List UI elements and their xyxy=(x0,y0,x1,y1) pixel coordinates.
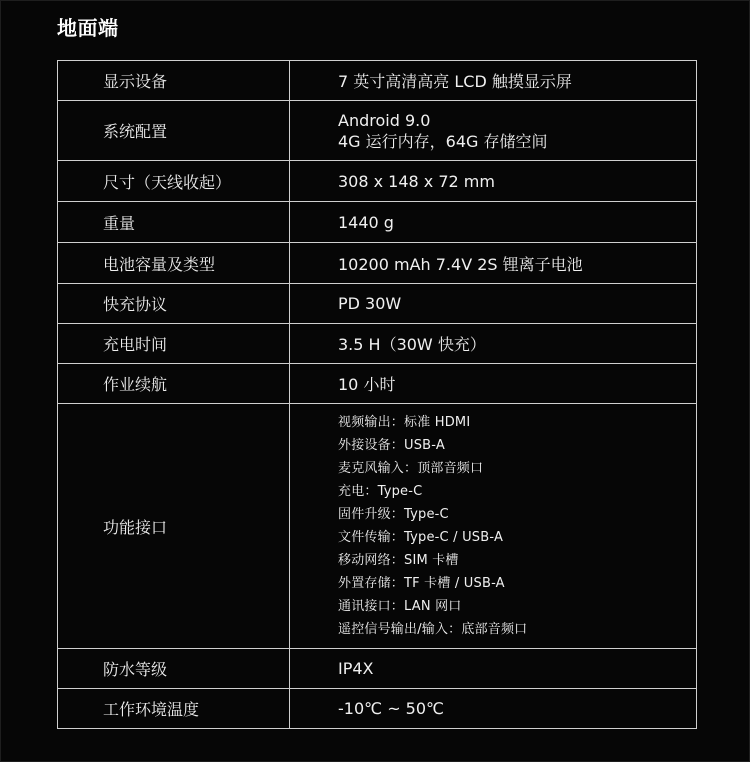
table-row xyxy=(58,161,697,202)
interface-item: 充电：Type-C xyxy=(338,484,423,499)
interface-item: 固件升级：Type-C xyxy=(338,507,449,522)
row-value: PD 30W xyxy=(290,284,697,324)
row-label: 工作环境温度 xyxy=(58,689,290,729)
interface-item: 遥控信号输出/输入：底部音频口 xyxy=(338,622,528,637)
table-row xyxy=(58,61,697,101)
value-line: Android 9.0 xyxy=(338,110,431,130)
table-row xyxy=(58,324,697,364)
value-line: 4G 运行内存，64G 存储空间 xyxy=(338,131,548,151)
interface-item: 视频输出：标准 HDMI xyxy=(338,415,471,430)
table-row xyxy=(58,689,697,729)
table-row xyxy=(58,364,697,404)
section-title: 地面端 xyxy=(57,16,119,40)
interface-item: 文件传输：Type-C / USB-A xyxy=(338,530,504,545)
table-row xyxy=(58,284,697,324)
interface-item: 移动网络：SIM 卡槽 xyxy=(338,553,459,568)
row-value: 10200 mAh 7.4V 2S 锂离子电池 xyxy=(290,243,697,284)
row-value: 308 x 148 x 72 mm xyxy=(290,161,697,202)
row-label: 系统配置 xyxy=(58,101,290,161)
row-value xyxy=(290,404,697,649)
interface-item: 通讯接口：LAN 网口 xyxy=(338,599,462,614)
row-label: 充电时间 xyxy=(58,324,290,364)
row-value: 1440 g xyxy=(290,202,697,243)
table-row xyxy=(58,101,697,161)
interface-item: 外接设备：USB-A xyxy=(338,438,445,453)
row-label: 尺寸（天线收起） xyxy=(58,161,290,202)
row-value: 3.5 H（30W 快充） xyxy=(290,324,697,364)
row-label: 重量 xyxy=(58,202,290,243)
table-row xyxy=(58,649,697,689)
row-value: 7 英寸高清高亮 LCD 触摸显示屏 xyxy=(290,61,697,101)
interface-item: 外置存储：TF 卡槽 / USB-A xyxy=(338,576,505,591)
row-value: 10 小时 xyxy=(290,364,697,404)
table-row xyxy=(58,202,697,243)
row-label: 作业续航 xyxy=(58,364,290,404)
table-row xyxy=(58,243,697,284)
row-value: -10℃ ~ 50℃ xyxy=(290,689,697,729)
row-label: 电池容量及类型 xyxy=(58,243,290,284)
row-label: 防水等级 xyxy=(58,649,290,689)
interface-item: 麦克风输入：顶部音频口 xyxy=(338,461,484,476)
row-label: 显示设备 xyxy=(58,61,290,101)
row-label: 快充协议 xyxy=(58,284,290,324)
row-value xyxy=(290,101,697,161)
table-row xyxy=(58,404,697,649)
spec-table xyxy=(57,60,697,729)
row-label: 功能接口 xyxy=(58,404,290,649)
row-value: IP4X xyxy=(290,649,697,689)
